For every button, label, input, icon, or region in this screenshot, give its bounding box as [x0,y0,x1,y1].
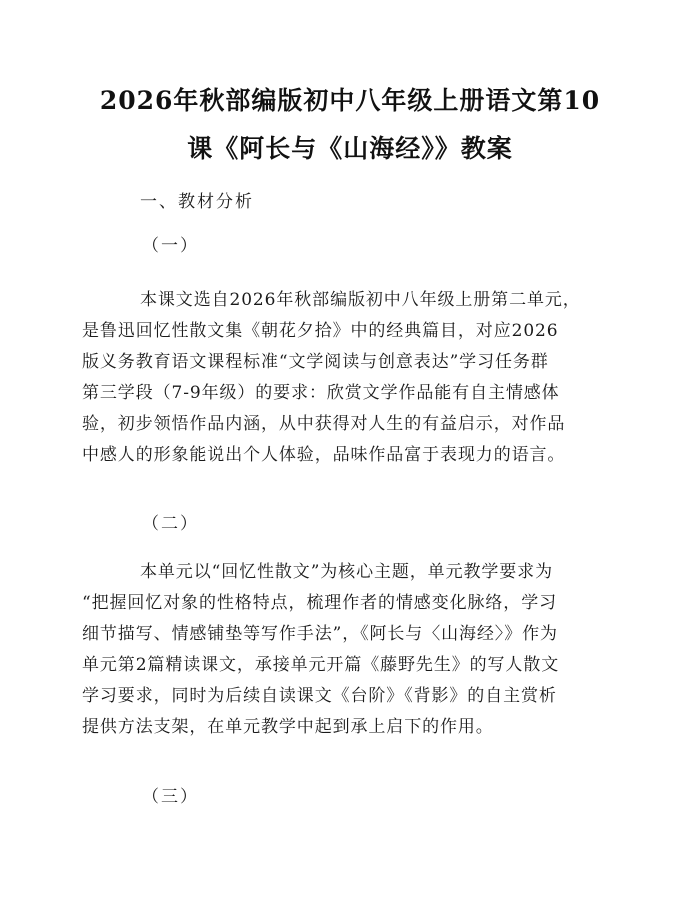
paragraph-1 [82,285,622,471]
paragraph-line: 中感人的形象能说出个人体验，品味作品富于表现力的语言。 [82,445,566,465]
paragraph-line: 学习要求，同时为后续自读课文《台阶》《背影》的自主赏析 [82,686,557,706]
paragraph-line: “把握回忆对象的性格特点，梳理作者的情感变化脉络，学习 [82,593,557,613]
paragraph-2 [82,557,622,743]
subhead-3: （三） [142,787,199,807]
paragraph-line: 验，初步领悟作品内涵，从中获得对人生的有益启示，对作品 [82,414,566,434]
section-heading: 一、教材分析 [140,192,254,212]
paragraph-line: 提供方法支架，在单元教学中起到承上启下的作用。 [82,717,494,737]
document-title-line-2: 课《阿长与《山海经》》教案 [187,134,513,163]
document-title-line-1: 2026年秋部编版初中八年级上册语文第10 [99,86,601,115]
paragraph-line: 第三学段（7-9年级）的要求：欣赏文学作品能有自主情感体 [82,383,560,403]
subhead-2: （二） [142,514,199,534]
subhead-1: （一） [142,236,199,256]
paragraph-line: 细节描写、情感铺垫等写作手法”，《阿长与〈山海经〉》作为 [82,624,558,644]
paragraph-line: 版义务教育语文课程标准“文学阅读与创意表达”学习任务群 [82,352,549,372]
paragraph-line: 是鲁迅回忆性散文集《朝花夕拾》中的经典篇目，对应2026 [82,321,559,341]
paragraph-line: 本课文选自2026年秋部编版初中八年级上册第二单元， [140,290,581,310]
paragraph-line: 本单元以“回忆性散文”为核心主题，单元教学要求为 [140,562,553,582]
paragraph-line: 单元第2篇精读课文，承接单元开篇《藤野先生》的写人散文 [82,655,560,675]
